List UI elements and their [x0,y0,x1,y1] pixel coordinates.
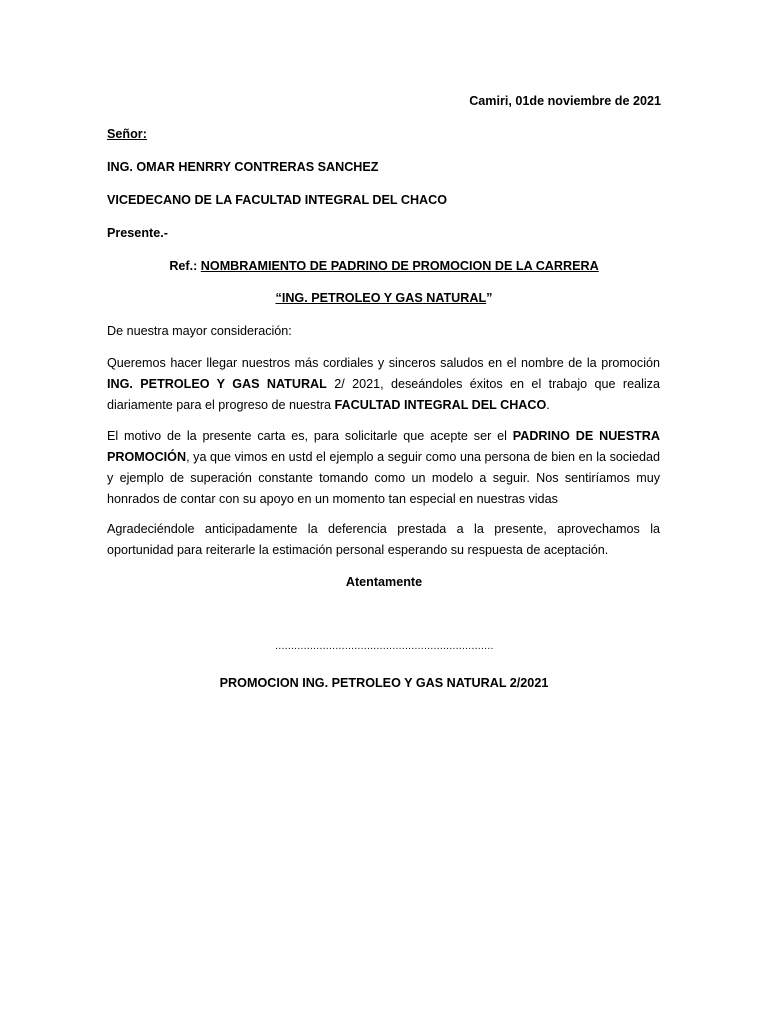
closing: Atentamente [345,575,423,589]
signature-name: PROMOCION ING. PETROLEO Y GAS NATURAL 2/2021 [219,676,549,690]
presente: Presente.- [107,226,168,240]
paragraph-1-text-c: . [546,398,550,412]
ref-career-open-quote: “ [275,291,282,305]
paragraph-2-godfather: PADRINO DE NUESTRA PROMOCIÓN [107,429,660,464]
salutation: Señor: [107,127,147,141]
paragraph-1 [107,353,660,416]
recipient-title: VICEDECANO DE LA FACULTAD INTEGRAL DEL CHACO [107,193,448,207]
ref-label: Ref.: [169,259,201,273]
ref-career-close-quote: ” [486,291,493,305]
reference-line [0,258,768,274]
ref-subject: NOMBRAMIENTO DE PADRINO DE PROMOCION DE LA CARRERA [200,259,599,273]
paragraph-3: Agradeciéndole anticipadamente la deferencia prestada a la presente, aprovechamos la oportunidad para reiterarle la estimación personal esperando su respuesta de aceptación. [107,522,660,557]
greeting: De nuestra mayor consideración: [107,324,292,338]
paragraph-2-text-b: , ya que vimos en ustd el ejemplo a seguir como una persona de bien en la sociedad y ejemplo de superación constante tomando como un modelo a seguir. Nos sentiríamos muy honrados de contar con su apoyo en un momento tan especial en nuestras vidas [107,450,660,506]
paragraph-1-promotion: ING. PETROLEO Y GAS NATURAL [107,377,327,391]
signature-line: …………………………………………………………… [274,641,494,652]
date-line: Camiri, 01de noviembre de 2021 [469,94,661,108]
paragraph-1-text-b: 2/ 2021, deseándoles éxitos en el trabajo que realiza diariamente para el progreso de nuestra [107,377,660,412]
paragraph-2 [107,426,660,510]
paragraph-1-faculty: FACULTAD INTEGRAL DEL CHACO [334,398,547,412]
paragraph-2-text-a: El motivo de la presente carta es, para solicitarle que acepte ser el [107,429,513,443]
paragraph-1-text-a: Queremos hacer llegar nuestros más cordiales y sinceros saludos en el nombre de la promoción [107,356,660,370]
ref-career [0,290,768,306]
ref-career-name: ING. PETROLEO Y GAS NATURAL [281,291,487,305]
recipient-name: ING. OMAR HENRRY CONTRERAS SANCHEZ [107,160,379,174]
